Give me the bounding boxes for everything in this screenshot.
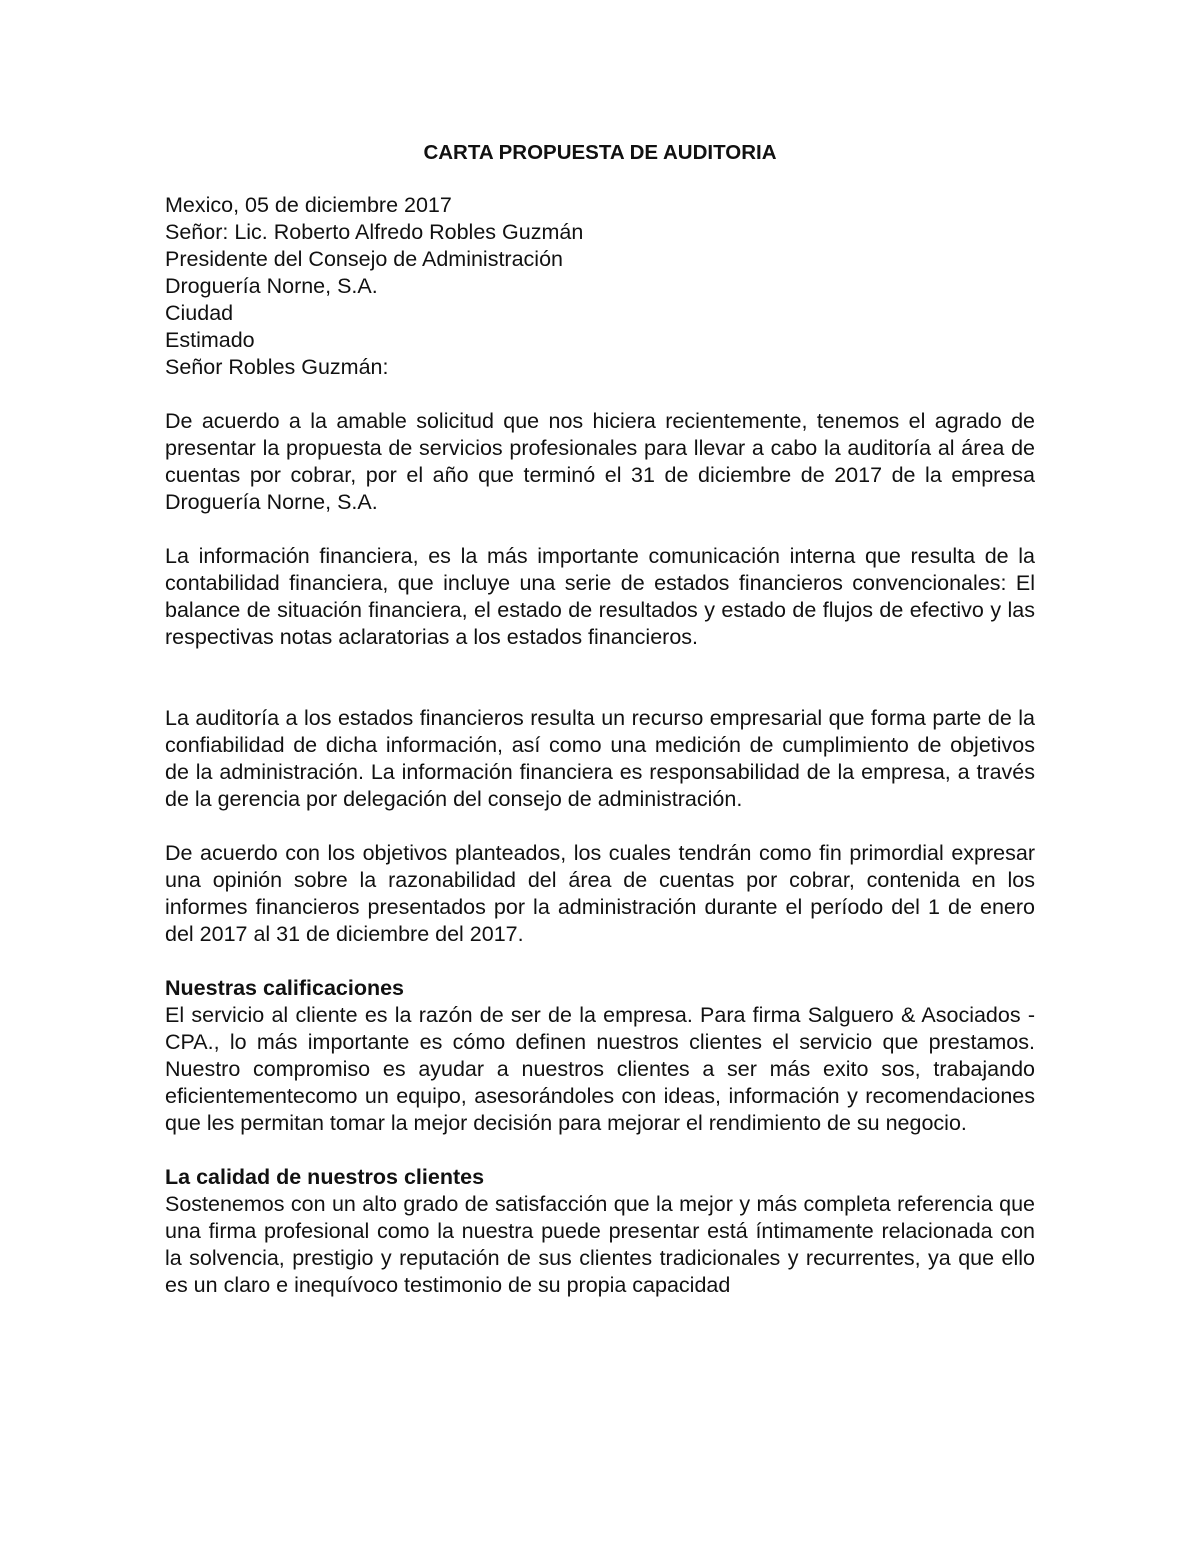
section-heading-clients: La calidad de nuestros clientes — [165, 1165, 485, 1189]
salutation-line-2: Señor Robles Guzmán: — [165, 355, 389, 379]
recipient-company: Droguería Norne, S.A. — [165, 274, 378, 298]
document-page — [165, 138, 1035, 1299]
section-text-qualifications: El servicio al cliente es la razón de ser de la empresa. Para firma Salguero & Asociados -CPA., lo más importante es cómo definen nuestros clientes el servicio que prestamos. Nuestro compromiso es ayudar a nuestros clientes a ser más exito sos, trabajando eficientementecomo un equipo, asesorándoles con ideas, información y recomendaciones que les permitan tomar la mejor decisión para mejorar el rendimiento de su negocio. — [165, 1003, 1035, 1135]
document-title: CARTA PROPUESTA DE AUDITORIA — [423, 141, 777, 164]
salutation-line-1: Estimado — [165, 328, 255, 352]
section-text-clients: Sostenemos con un alto grado de satisfacción que la mejor y más completa referencia que una firma profesional como la nuestra puede presentar está íntimamente relacionada con la solvencia, prestigio y reputación de sus clientes tradicionales y recurrentes, ya que ello es un claro e inequívoco testimonio de su propia capacidad — [165, 1192, 1035, 1297]
paragraph-intro: De acuerdo a la amable solicitud que nos hiciera recientemente, tenemos el agrado de presentar la propuesta de servicios profesionales para llevar a cabo la auditoría al área de cuentas por cobrar, por el año que terminó el 31 de diciembre de 2017 de la empresa Droguería Norne, S.A. — [165, 409, 1035, 514]
paragraph-objectives: De acuerdo con los objetivos planteados, los cuales tendrán como fin primordial expresar una opinión sobre la razonabilidad del área de cuentas por cobrar, contenida en los informes financieros presentados por la administración durante el período del 1 de enero del 2017 al 31 de diciembre del 2017. — [165, 841, 1035, 946]
letter-date: Mexico, 05 de diciembre 2017 — [165, 193, 452, 217]
section-heading-qualifications: Nuestras calificaciones — [165, 976, 405, 1000]
recipient-position: Presidente del Consejo de Administración — [165, 247, 563, 271]
recipient-city: Ciudad — [165, 301, 234, 325]
recipient-name: Señor: Lic. Roberto Alfredo Robles Guzmán — [165, 220, 584, 244]
paragraph-financial-info: La información financiera, es la más importante comunicación interna que resulta de la contabilidad financiera, que incluye una serie de estados financieros convencionales: El balance de situación financiera, el estado de resultados y estado de flujos de efectivo y las respectivas notas aclaratorias a los estados financieros. — [165, 544, 1035, 649]
address-block — [165, 192, 1035, 381]
paragraph-audit: La auditoría a los estados financieros resulta un recurso empresarial que forma parte de la confiabilidad de dicha información, así como una medición de cumplimiento de objetivos de la administración. La información financiera es responsabilidad de la empresa, a través de la gerencia por delegación del consejo de administración. — [165, 706, 1035, 811]
